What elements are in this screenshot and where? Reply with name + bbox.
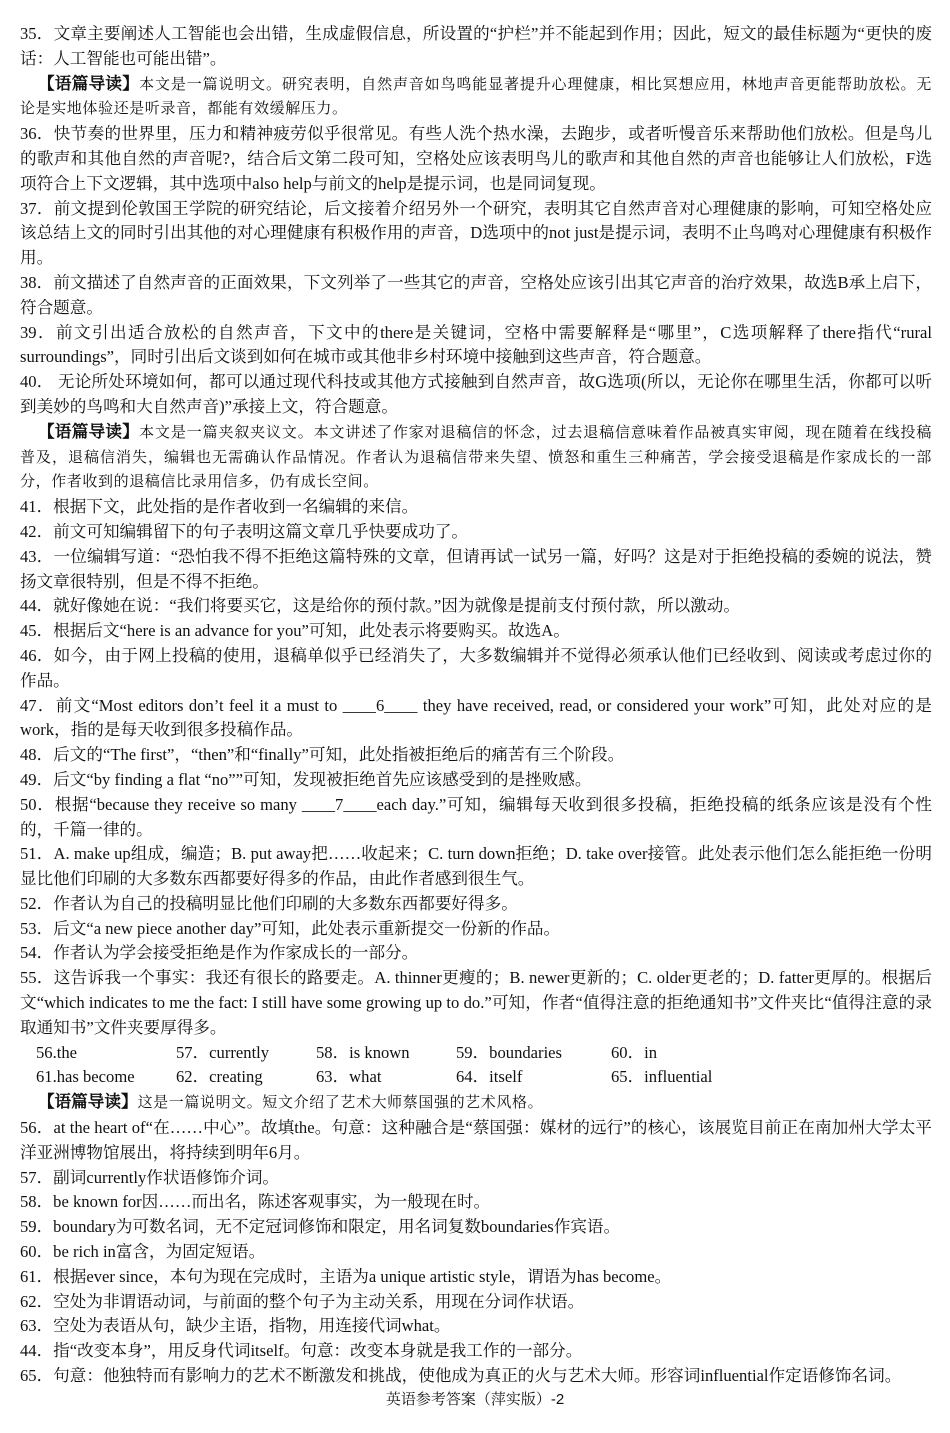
answer-key-cell: 62．creating <box>176 1067 263 1087</box>
answer-key-cell: 64．itself <box>456 1067 523 1087</box>
passage-guide-text: 本文是一篇说明文。研究表明，自然声音如鸟鸣能显著提升心理健康，相比冥想应用，林地声音更能帮助放松。无论是实地体验还是听录音，都能有效缓解压力。 <box>20 76 932 118</box>
page-footer: 英语参考答案（萍实版）-2 <box>385 1391 565 1408</box>
answer-explanation: 56．at the heart of“在……中心”。故填the。句意：这种融合是“蔡国强：媒材的远行”的核心，该展览目前正在南加州大学太平洋亚洲博物馆展出，将持续到明年6月。 <box>20 1118 932 1162</box>
answer-explanation: 54．作者认为学会接受拒绝是作为作家成长的一部分。 <box>20 943 419 963</box>
answer-explanation: 63．空处为表语从句，缺少主语，指物，用连接代词what。 <box>20 1316 451 1336</box>
answer-key-cell: 59．boundaries <box>456 1042 562 1062</box>
answer-explanation: 47．前文“Most editors don’t feel it a must to ____6____ they have received, read, or considered your work”可知，此处对应的是work，指的是每天收到很多投稿作品。 <box>20 695 932 740</box>
answer-explanation: 52．作者认为自己的投稿明显比他们印刷的大多数东西都要好得多。 <box>20 893 518 913</box>
answer-explanation: 57．副词currently作状语修饰介词。 <box>20 1167 280 1187</box>
answer-explanation: 46．如今，由于网上投稿的使用，退稿单似乎已经消失了，大多数编辑并不觉得必须承认他们已经收到、阅读或考虑过你的作品。 <box>20 645 932 690</box>
answer-explanation: 60．be rich in富含，为固定短语。 <box>20 1242 266 1262</box>
answer-key-row <box>20 1065 932 1090</box>
answer-explanation: 49．后文“by finding a flat “no””可知，发现被拒绝首先应该感受到的是挫败感。 <box>20 769 592 789</box>
answer-explanation: 37．前文提到伦敦国王学院的研究结论，后文接着介绍另外一个研究，表明其它自然声音对心理健康的影响，可知空格处应该总结上文的同时引出其他的对心理健康有积极作用的声音，D选项中的not just是提示词，表明不止鸟鸣对心理健康有积极作用。 <box>20 198 932 268</box>
answer-key-cell: 56.the <box>36 1042 78 1062</box>
passage-guide-tag: 【语篇导读】 <box>38 421 140 441</box>
answer-explanation: 58．be known for因……而出名，陈述客观事实，为一般现在时。 <box>20 1192 491 1212</box>
answer-explanation: 38．前文描述了自然声音的正面效果，下文列举了一些其它的声音，空格处应该引出其它声音的治疗效果，故选B承上启下，符合题意。 <box>20 272 932 317</box>
answer-explanation: 44．指“改变本身”，用反身代词itself。句意：改变本身就是我工作的一部分。 <box>20 1341 583 1361</box>
passage-guide-tag: 【语篇导读】 <box>38 1092 138 1112</box>
answer-explanation: 43．一位编辑写道：“恐怕我不得不拒绝这篇特殊的文章，但请再试一试另一篇，好吗？这是对于拒绝投稿的委婉的说法，赞扬文章很特别，但是不得不拒绝。 <box>20 546 932 591</box>
answer-explanation: 42．前文可知编辑留下的句子表明这篇文章几乎快要成功了。 <box>20 521 469 541</box>
answer-key-cell: 65．influential <box>611 1067 713 1087</box>
answer-explanation: 62．空处为非谓语动词，与前面的整个句子为主动关系，用现在分词作状语。 <box>20 1291 585 1311</box>
answer-key-cell: 57．currently <box>176 1042 270 1062</box>
answer-explanation: 35．文章主要阐述人工智能也会出错，生成虚假信息，所设置的“护栏”并不能起到作用；因此，短文的最佳标题为“更快的废话：人工智能也可能出错”。 <box>20 24 932 68</box>
answer-explanation: 44．就好像她在说：“我们将要买它，这是给你的预付款。”因为就像是提前支付预付款，所以激动。 <box>20 596 740 616</box>
answer-explanation: 41．根据下文，此处指的是作者收到一名编辑的来信。 <box>20 497 419 517</box>
answer-key-cell: 63．what <box>316 1067 382 1087</box>
answer-explanation: 61．根据ever since，本句为现在完成时，主语为a unique artistic style，谓语为has become。 <box>20 1266 672 1286</box>
passage-guide-text: 本文是一篇夹叙夹议文。本文讲述了作家对退稿信的怀念，过去退稿信意味着作品被真实审阅，现在随着在线投稿普及，退稿信消失，编辑也无需确认作品情况。作者认为退稿信带来失望、愤怒和重生三种痛苦，学会接受退稿是作家成长的一部分，作者收到的退稿信比录用信多，仍有成长空间。 <box>20 424 932 491</box>
answer-explanation: 48．后文的“The first”，“then”和“finally”可知，此处指被拒绝后的痛苦有三个阶段。 <box>20 745 625 765</box>
passage-guide-text: 这是一篇说明文。短文介绍了艺术大师蔡国强的艺术风格。 <box>137 1095 544 1112</box>
answer-explanation: 40． 无论所处环境如何，都可以通过现代科技或其他方式接触到自然声音，故G选项(所以，无论你在哪里生活，你都可以听到美妙的鸟鸣和大自然声音)”承接上文，符合题意。 <box>20 372 932 416</box>
answer-key-cell: 61.has become <box>36 1067 135 1087</box>
answer-explanation: 55．这告诉我一个事实：我还有很长的路要走。A. thinner更瘦的；B. newer更新的；C. older更老的；D. fatter更厚的。根据后文“which indicates to me the fact: I still have some growing up to do.”可知，作者“值得注意的拒绝通知书”文件夹比“值得注意的录取通知书”文件夹要厚得多。 <box>20 968 932 1037</box>
passage-guide <box>20 420 932 495</box>
answer-document <box>20 22 932 1389</box>
answer-explanation: 45．根据后文“here is an advance for you”可知，此处表示将要购买。故选A。 <box>20 621 570 641</box>
answer-key-cell: 58．is known <box>316 1042 410 1062</box>
answer-explanation: 53．后文“a new piece another day”可知，此处表示重新提交一份新的作品。 <box>20 918 561 938</box>
answer-explanation: 50．根据“because they receive so many ____7____each day.”可知，编辑每天收到很多投稿，拒绝投稿的纸条应该是没有个性的，千篇一律的。 <box>20 794 932 839</box>
passage-guide <box>20 72 932 123</box>
passage-guide-tag: 【语篇导读】 <box>38 73 140 93</box>
answer-explanation: 39．前文引出适合放松的自然声音，下文中的there是关键词，空格中需要解释是“哪里”，C选项解释了there指代“rural surroundings”，同时引出后文谈到如何在城市或其他非乡村环境中接触到这些声音，符合题意。 <box>20 322 932 367</box>
answer-explanation: 65．句意：他独特而有影响力的艺术不断激发和挑战，使他成为真正的火与艺术大师。形容词influential作定语修饰名词。 <box>20 1366 902 1386</box>
passage-guide <box>20 1090 932 1116</box>
answer-key-cell: 60．in <box>611 1042 658 1062</box>
answer-explanation: 59．boundary为可数名词，无不定冠词修饰和限定，用名词复数boundaries作宾语。 <box>20 1217 621 1237</box>
answer-explanation: 36．快节奏的世界里，压力和精神疲劳似乎很常见。有些人洗个热水澡，去跑步，或者听慢音乐来帮助他们放松。但是鸟儿的歌声和其他自然的声音呢?，结合后文第二段可知，空格处应该表明鸟儿的歌声和其他自然的声音也能够让人们放松，F选项符合上下文逻辑，其中选项中also help与前文的help是提示词，也是同词复现。 <box>20 124 932 193</box>
answer-explanation: 51．A. make up组成，编造；B. put away把……收起来；C. turn down拒绝；D. take over接管。此处表示他们怎么能拒绝一份明显比他们印刷的大多数东西都要好得多的作品，由此作者感到很生气。 <box>20 844 932 889</box>
answer-key-row <box>20 1041 932 1066</box>
